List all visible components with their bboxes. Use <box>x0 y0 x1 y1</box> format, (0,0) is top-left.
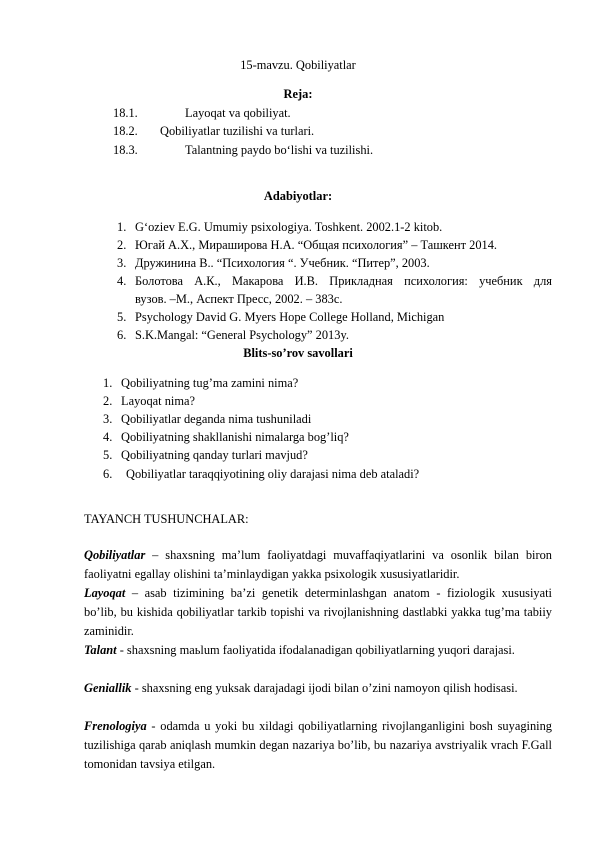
concept-text: – asab tizimining ba’zi genetik determinlashgan anatom - fiziologik xususiyati bo’lib, bu kishida qobiliyatlar tarkib topishi va rivojlanishning dastlabki yakka tug’ma tabiiy zaminidir. <box>84 586 552 638</box>
literature-item-text: Psychology David G. Myers Hope College Holland, Michigan <box>135 310 445 324</box>
plan-item-number: 18.3. <box>113 143 138 157</box>
concept-term: Geniallik <box>84 681 132 695</box>
literature-item-number: 4. <box>117 274 127 288</box>
concept-text: – shaxsning ma’lum faoliyatdagi muvaffaqiyatlarini va osonlik bilan biron faoliyatni egallay olishini ta’minlaydigan yakka psixologik xususiyatlaridir. <box>84 548 552 581</box>
questions-heading: Blits-so’rov savollari <box>243 346 353 360</box>
literature-item-number: 2. <box>117 238 127 252</box>
question-text: Layoqat nima? <box>121 394 195 408</box>
plan-item-number: 18.2. <box>113 124 138 138</box>
concepts-heading: TAYANCH TUSHUNCHALAR <box>84 512 246 526</box>
concept-term: Frenologiya <box>84 719 147 733</box>
concept-text: - odamda u yoki bu xildagi qobiliyatlarning rivojlanganligini bosh suyagining tuzilishiga qarab aniqlash mumkin degan nazariya bo’lib, bu nazariya avstriyalik vrach F.Gall tomonidan tavsiya etilgan. <box>84 719 552 771</box>
concept-term: Qobiliyatlar <box>84 548 146 562</box>
question-text: Qobiliyatning qanday turlari mavjud? <box>121 448 308 462</box>
concept-definition <box>84 546 552 584</box>
literature-item-number: 1. <box>117 220 127 234</box>
plan-item-text: Qobiliyatlar tuzilishi va turlari. <box>160 124 315 138</box>
plan-item-text: Talantning paydo bo‘lishi va tuzilishi. <box>185 143 374 157</box>
concept-definition <box>84 584 552 641</box>
literature-item-text: Болотова А.К., Макарова И.В. Прикладная психология: учебник для <box>135 274 552 288</box>
literature-item-number: 6. <box>117 328 127 342</box>
plan-heading: Reja: <box>283 87 313 101</box>
question-text: Qobiliyatning tug’ma zamini nima? <box>121 376 299 390</box>
question-number: 4. <box>103 430 113 444</box>
question-number: 1. <box>103 376 113 390</box>
plan-item-number: 18.1. <box>113 106 138 120</box>
concept-term: Talant <box>84 643 117 657</box>
literature-item-number: 5. <box>117 310 127 324</box>
concept-definition <box>84 717 552 774</box>
question-number: 2. <box>103 394 113 408</box>
literature-item-text: Дружинина В.. “Психология “. Учебник. “Питер”, 2003. <box>135 256 430 270</box>
concepts-heading-colon: : <box>245 512 249 526</box>
page-title: 15-mavzu. Qobiliyatlar <box>240 58 356 72</box>
concept-text: - shaxsning maьlum faoliyatida ifodalanadigan qobiliyatlarning yuqori darajasi. <box>116 643 515 657</box>
concept-text: - shaxsning eng yuksak darajadagi ijodi bilan o’zini namoyon qilish hodisasi. <box>131 681 518 695</box>
concept-definition <box>84 679 552 698</box>
concept-term: Layoqat <box>84 586 126 600</box>
concepts-heading-line <box>84 512 249 527</box>
question-number: 5. <box>103 448 113 462</box>
literature-item-text: Югай А.Х., Миpашиpова Н.А. “Общая психология” – Ташкент 2014. <box>135 238 498 252</box>
literature-item-text: G‘oziev E.G. Umumiy psixologiya. Toshkent. 2002.1-2 kitob. <box>135 220 443 234</box>
question-text: Qobiliyatning shakllanishi nimalarga bog’liq? <box>121 430 349 444</box>
question-text: Qobiliyatlar deganda nima tushuniladi <box>121 412 312 426</box>
literature-item-number: 3. <box>117 256 127 270</box>
literature-heading: Adabiyotlar: <box>263 189 333 203</box>
question-number: 3. <box>103 412 113 426</box>
question-number: 6. <box>103 467 113 481</box>
literature-item-text-continued: вузов. –М., Аспект Пресс, 2002. – 383с. <box>135 292 343 306</box>
plan-item-text: Layoqat va qobiliyat. <box>185 106 291 120</box>
literature-item-text: S.K.Mangal: “General Psychology” 2013y. <box>135 328 349 342</box>
question-text: Qobiliyatlar taraqqiyotining oliy darajasi nima deb ataladi? <box>126 467 420 481</box>
concept-definition <box>84 641 552 660</box>
